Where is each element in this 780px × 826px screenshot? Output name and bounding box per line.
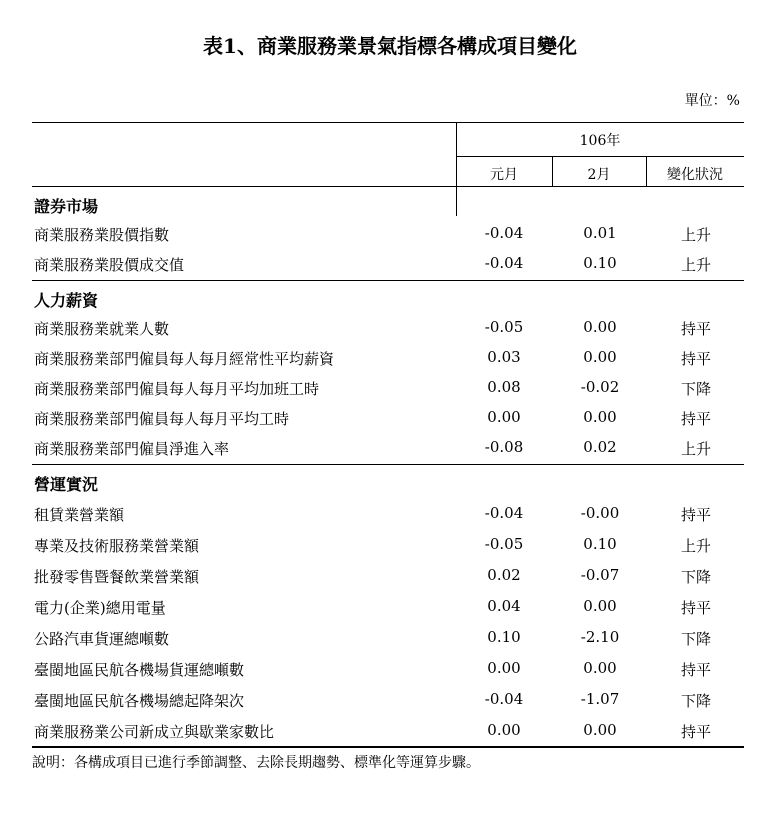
row-feb-value: 0.00: [583, 721, 617, 739]
row-status: 持平: [680, 723, 711, 741]
header-col-jan: 元月: [490, 167, 518, 183]
table-row: [32, 218, 744, 248]
row-feb-value: -0.07: [580, 566, 620, 584]
row-jan-value: 0.00: [487, 721, 521, 739]
row-jan-value: -0.04: [484, 504, 524, 522]
table-bottom-rule: [32, 746, 744, 748]
row-feb-value: 0.01: [583, 224, 617, 242]
row-jan-value: -0.05: [484, 318, 524, 336]
row-jan-value: 0.08: [487, 378, 521, 396]
row-status: 持平: [680, 350, 711, 368]
table-row: [32, 529, 744, 559]
row-jan-value: 0.04: [487, 597, 521, 615]
section-row: [32, 282, 744, 312]
row-jan-value: 0.02: [487, 566, 521, 584]
footnote: 說明：各構成項目已進行季節調整、去除長期趨勢、標準化等運算步驟。: [32, 755, 480, 771]
row-jan-value: 0.00: [487, 659, 521, 677]
row-status: 上升: [680, 537, 711, 555]
header-bottom-rule: [32, 186, 744, 187]
row-label: 商業服務業公司新成立與歇業家數比: [34, 723, 275, 741]
unit-label: 單位：%: [684, 93, 740, 109]
row-label: 電力(企業)總用電量: [34, 599, 166, 617]
row-jan-value: -0.05: [484, 535, 524, 553]
header-col-status: 變化狀況: [667, 167, 723, 183]
section-rule: [32, 464, 744, 465]
row-label: 商業服務業部門僱員淨進入率: [34, 440, 230, 458]
row-feb-value: 0.02: [583, 438, 617, 456]
row-status: 下降: [680, 568, 711, 586]
row-feb-value: -2.10: [580, 628, 620, 646]
row-label: 商業服務業部門僱員每人每月經常性平均薪資: [34, 350, 335, 368]
row-feb-value: 0.10: [583, 254, 617, 272]
table-row: [32, 591, 744, 621]
row-jan-value: -0.08: [484, 438, 524, 456]
table-title: 表1、商業服務業景氣指標各構成項目變化: [203, 34, 577, 58]
header-col-feb: 2月: [587, 167, 611, 183]
row-jan-value: -0.04: [484, 254, 524, 272]
row-status: 下降: [680, 380, 711, 398]
row-status: 下降: [680, 630, 711, 648]
section-title-labor: 人力薪資: [34, 291, 99, 310]
row-status: 持平: [680, 320, 711, 338]
section-row: [32, 466, 744, 496]
row-status: 上升: [680, 256, 711, 274]
row-feb-value: -0.02: [580, 378, 620, 396]
table-row: [32, 248, 744, 278]
table-row: [32, 622, 744, 652]
table-row: [32, 653, 744, 683]
row-feb-value: 0.00: [583, 597, 617, 615]
row-status: 下降: [680, 692, 711, 710]
row-label: 商業服務業股價成交值: [34, 256, 185, 274]
row-feb-value: 0.00: [583, 348, 617, 366]
row-status: 持平: [680, 410, 711, 428]
row-jan-value: 0.03: [487, 348, 521, 366]
section-row: [32, 188, 744, 218]
row-label: 商業服務業部門僱員每人每月平均加班工時: [34, 380, 320, 398]
header-year: 106年: [579, 133, 621, 149]
table-row: [32, 342, 744, 372]
row-label: 專業及技術服務業營業額: [34, 537, 200, 555]
row-status: 上升: [680, 440, 711, 458]
row-label: 商業服務業部門僱員每人每月平均工時: [34, 410, 290, 428]
row-label: 商業服務業就業人數: [34, 320, 170, 338]
table-row: [32, 715, 744, 745]
row-jan-value: 0.00: [487, 408, 521, 426]
table-row: [32, 560, 744, 590]
table-row: [32, 684, 744, 714]
row-label: 臺閩地區民航各機場總起降架次: [34, 692, 245, 710]
row-feb-value: 0.00: [583, 408, 617, 426]
table-top-rule: [32, 122, 744, 123]
row-label: 批發零售暨餐飲業營業額: [34, 568, 200, 586]
table-row: [32, 432, 744, 462]
row-label: 臺閩地區民航各機場貨運總噸數: [34, 661, 245, 679]
row-feb-value: -1.07: [580, 690, 620, 708]
row-jan-value: 0.10: [487, 628, 521, 646]
table-row: [32, 498, 744, 528]
row-feb-value: 0.00: [583, 318, 617, 336]
table-row: [32, 372, 744, 402]
row-jan-value: -0.04: [484, 224, 524, 242]
section-title-operations: 營運實況: [34, 475, 99, 494]
row-status: 上升: [680, 226, 711, 244]
row-status: 持平: [680, 599, 711, 617]
row-feb-value: -0.00: [580, 504, 620, 522]
row-feb-value: 0.00: [583, 659, 617, 677]
row-jan-value: -0.04: [484, 690, 524, 708]
row-status: 持平: [680, 506, 711, 524]
table-row: [32, 402, 744, 432]
row-status: 持平: [680, 661, 711, 679]
row-feb-value: 0.10: [583, 535, 617, 553]
row-label: 租賃業營業額: [34, 506, 125, 524]
row-label: 公路汽車貨運總噸數: [34, 630, 170, 648]
table-row: [32, 312, 744, 342]
section-rule: [32, 280, 744, 281]
row-label: 商業服務業股價指數: [34, 226, 170, 244]
section-title-securities: 證券市場: [34, 197, 99, 216]
header-year-underline: [456, 156, 744, 157]
